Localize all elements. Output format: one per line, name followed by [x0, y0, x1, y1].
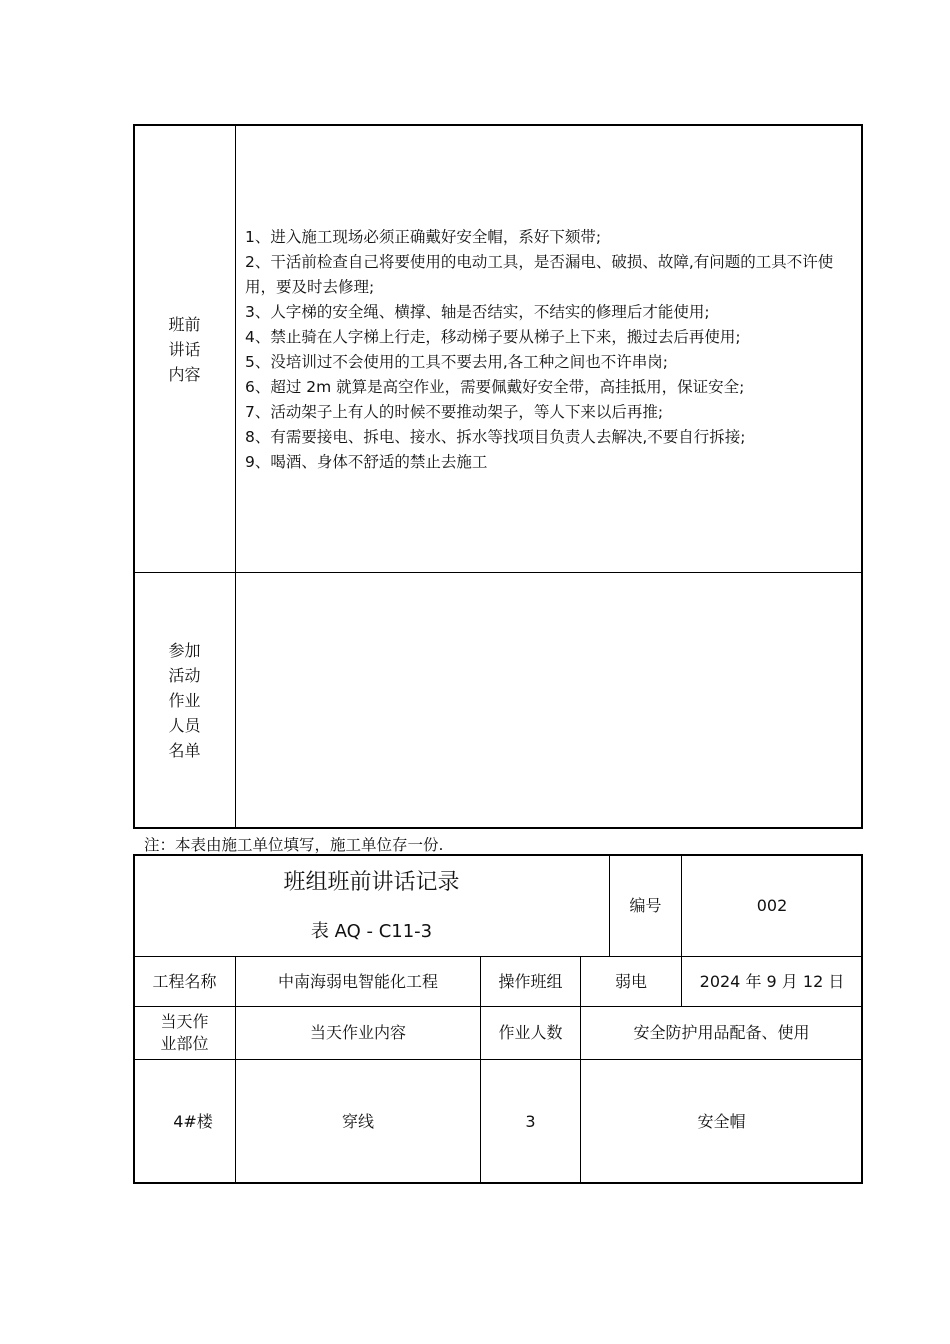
work-content-label: 当天作业内容 [309, 1023, 406, 1042]
list-item: 5、没培训过不会使用的工具不要去用,各工种之间也不许串岗; [245, 353, 669, 371]
participants-field[interactable] [236, 573, 862, 827]
team-value: 弱电 [614, 971, 647, 991]
list-item: 1、进入施工现场必须正确戴好安全帽，系好下颏带; [245, 228, 602, 246]
list-item: 9、喝酒、身体不舒适的禁止去施工 [245, 453, 488, 471]
number-label: 编号 [629, 895, 662, 915]
record-date: 2024 年 9 月 12 日 [699, 971, 845, 991]
list-item: 6、超过 2m 就算是高空作业，需要佩戴好安全带，高挂抵用，保证安全; [245, 378, 745, 396]
project-name-value: 中南海弱电智能化工程 [277, 971, 438, 991]
work-content-value: 穿线 [341, 1111, 374, 1131]
form-code: 表 AQ - C11-3 [310, 921, 433, 942]
work-location-label: 当天作业部位 [160, 1012, 209, 1053]
project-name-label: 工程名称 [152, 971, 217, 991]
headcount-value: 3 [525, 1111, 536, 1131]
ppe-value: 安全帽 [697, 1111, 746, 1131]
footnote: 注：本表由施工单位填写，施工单位存一份. [144, 836, 444, 854]
ppe-label: 安全防护用品配备、使用 [633, 1023, 810, 1042]
form-title: 班组班前讲话记录 [283, 870, 460, 895]
headcount-label: 作业人数 [498, 1023, 563, 1042]
talk-content-label: 班前 讲话 内容 [168, 315, 201, 384]
number-value: 002 [756, 895, 788, 915]
talk-content-list [245, 225, 853, 475]
participants-label: 参加 活动 作业 人员 名单 [168, 641, 201, 760]
list-item: 3、人字梯的安全绳、横撑、轴是否结实，不结实的修理后才能使用; [245, 303, 710, 321]
list-item: 2、干活前检查自己将要使用的电动工具，是否漏电、破损、故障,有问题的工具不许使用，要及时去修理; [245, 253, 834, 296]
team-label: 操作班组 [498, 971, 563, 991]
list-item: 7、活动架子上有人的时候不要推动架子，等人下来以后再推; [245, 403, 664, 421]
list-item: 8、有需要接电、拆电、接水、拆水等找项目负责人去解决,不要自行拆接; [245, 428, 746, 446]
list-item: 4、禁止骑在人字梯上行走，移动梯子要从梯子上下来，搬过去后再使用; [245, 328, 741, 346]
work-location-value: 4#楼 [173, 1111, 213, 1131]
